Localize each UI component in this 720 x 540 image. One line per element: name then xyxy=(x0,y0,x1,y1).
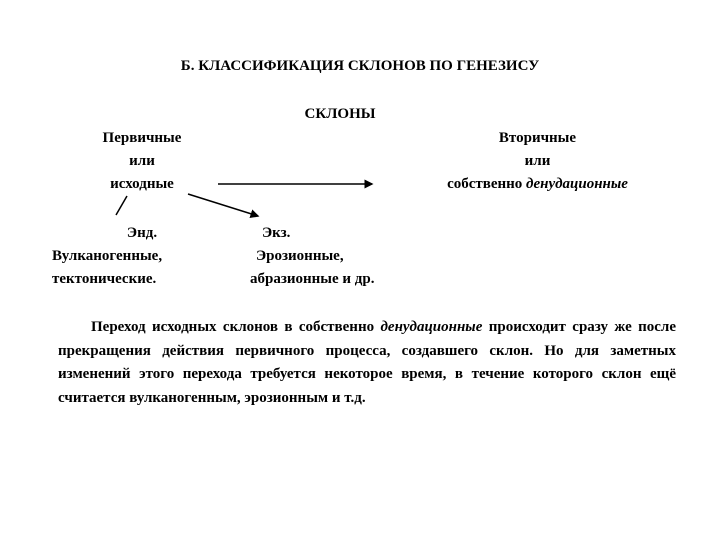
node-secondary-line2: или xyxy=(524,153,551,169)
node-primary-line3: исходные xyxy=(110,176,174,192)
node-primary-line2: или xyxy=(129,153,155,169)
node-endogenous-line2: тектонические. xyxy=(52,271,157,287)
description-paragraph xyxy=(58,316,676,410)
page-title: Б. КЛАССИФИКАЦИЯ СКЛОНОВ ПО ГЕНЕЗИСУ xyxy=(180,58,540,74)
node-endogenous-line1: Вулканогенные, xyxy=(52,248,163,264)
node-secondary-line3-plain: собственно xyxy=(447,176,527,192)
node-exogenous-line2: абразионные и др. xyxy=(250,271,375,287)
root-node-slopes: СКЛОНЫ xyxy=(304,106,376,122)
node-primary-line1: Первичные xyxy=(102,130,182,146)
line-primary-to-endogenous xyxy=(116,196,127,215)
node-endogenous-head: Энд. xyxy=(126,225,158,241)
paragraph-part1: Переход исходных склонов в собственно xyxy=(91,319,381,335)
node-exogenous-head: Экз. xyxy=(262,225,291,241)
paragraph-italic: денудационные xyxy=(380,319,483,335)
node-secondary-line1: Вторичные xyxy=(498,130,577,146)
paragraph-part2: происходит сразу же после прекращения действия первичного процесса, создавшего склон. Но для заметных изменений этого перехода требуется некоторое время, в течение которого склон ещё считается вулканогенным, эрозионным и т.д. xyxy=(58,319,676,406)
node-exogenous-line1: Эрозионные, xyxy=(256,248,344,264)
arrow-primary-to-exogenous xyxy=(188,194,258,216)
node-secondary-line3-italic: денудационные xyxy=(526,176,628,192)
